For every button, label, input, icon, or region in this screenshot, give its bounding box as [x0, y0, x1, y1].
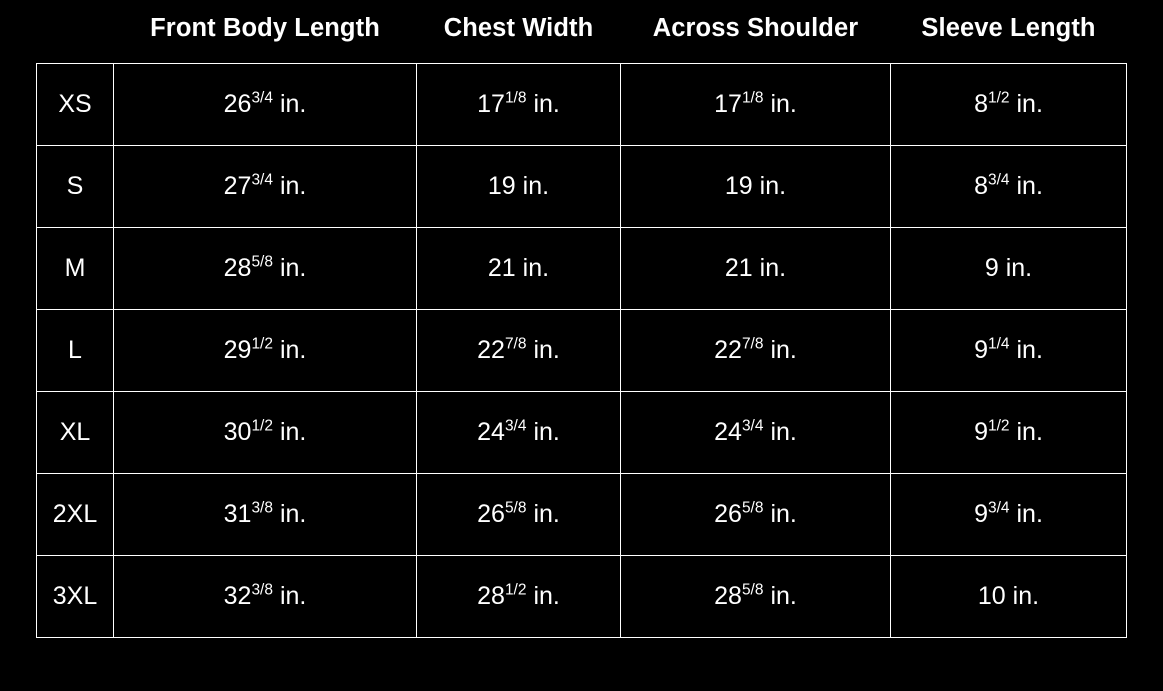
- measurement-unit: in.: [522, 172, 550, 200]
- measurement-unit: in.: [533, 336, 560, 364]
- table-row: [37, 392, 1127, 474]
- cell-across-shoulder: [621, 228, 891, 310]
- measurement-unit: in.: [1016, 172, 1043, 200]
- measurement-whole: 9: [974, 500, 988, 528]
- measurement-unit: in.: [279, 418, 307, 446]
- measurement-unit: in.: [279, 336, 307, 364]
- cell-size: XL: [37, 392, 114, 474]
- table-row: [37, 64, 1127, 146]
- measurement-value: [477, 336, 560, 365]
- cell-across-shoulder: [621, 556, 891, 638]
- measurement-whole: 19: [487, 172, 516, 200]
- measurement-fraction: 7/8: [504, 335, 527, 353]
- measurement-whole: 26: [223, 90, 252, 118]
- measurement-value: [224, 418, 307, 447]
- cell-sleeve-length: [891, 146, 1127, 228]
- measurement-unit: in.: [522, 254, 550, 282]
- measurement-whole: 9: [974, 336, 988, 364]
- measurement-unit: in.: [770, 418, 797, 446]
- cell-chest-width: [417, 310, 621, 392]
- table-row: [37, 474, 1127, 556]
- measurement-unit: in.: [279, 254, 307, 282]
- measurement-value: [974, 336, 1043, 365]
- measurement-fraction: 3/4: [251, 171, 273, 189]
- measurement-whole: 22: [477, 336, 505, 364]
- measurement-value: [488, 254, 549, 283]
- measurement-unit: in.: [279, 172, 307, 200]
- measurement-unit: in.: [770, 336, 797, 364]
- measurement-fraction: 1/8: [741, 89, 764, 107]
- measurement-unit: in.: [770, 582, 797, 610]
- measurement-whole: 21: [724, 254, 753, 282]
- cell-across-shoulder: [621, 392, 891, 474]
- measurement-whole: 9: [974, 418, 988, 446]
- column-header-size: [37, 14, 114, 64]
- measurement-value: [985, 254, 1032, 283]
- measurement-value: [224, 254, 307, 283]
- measurement-whole: 19: [724, 172, 753, 200]
- cell-chest-width: [417, 392, 621, 474]
- measurement-whole: 8: [974, 90, 988, 118]
- measurement-unit: in.: [1012, 582, 1040, 610]
- cell-sleeve-length: [891, 228, 1127, 310]
- table-row: [37, 228, 1127, 310]
- measurement-unit: in.: [279, 90, 307, 118]
- cell-across-shoulder: [621, 310, 891, 392]
- measurement-whole: 21: [487, 254, 516, 282]
- cell-chest-width: [417, 228, 621, 310]
- measurement-whole: 17: [477, 90, 505, 118]
- cell-front-body-length: [114, 146, 417, 228]
- cell-sleeve-length: [891, 474, 1127, 556]
- measurement-value: [477, 500, 560, 529]
- measurement-whole: 27: [223, 172, 252, 200]
- cell-chest-width: [417, 474, 621, 556]
- measurement-fraction: 5/8: [251, 253, 273, 271]
- measurement-value: [224, 582, 307, 611]
- column-header-front-body-length: Front Body Length: [114, 14, 417, 64]
- measurement-value: [714, 418, 797, 447]
- measurement-value: [224, 172, 307, 201]
- table-row: [37, 556, 1127, 638]
- measurement-unit: in.: [759, 254, 787, 282]
- measurement-whole: 17: [714, 90, 742, 118]
- measurement-value: [477, 582, 560, 611]
- measurement-whole: 24: [714, 418, 742, 446]
- cell-front-body-length: [114, 474, 417, 556]
- measurement-whole: 24: [477, 418, 505, 446]
- cell-across-shoulder: [621, 64, 891, 146]
- measurement-value: [974, 90, 1043, 119]
- measurement-value: [974, 418, 1043, 447]
- measurement-value: [974, 500, 1043, 529]
- measurement-value: [488, 172, 549, 201]
- column-header-across-shoulder: Across Shoulder: [621, 14, 891, 64]
- measurement-unit: in.: [533, 500, 560, 528]
- cell-chest-width: [417, 146, 621, 228]
- measurement-fraction: 3/4: [504, 417, 527, 435]
- measurement-whole: 10: [977, 582, 1006, 610]
- measurement-fraction: 5/8: [741, 581, 764, 599]
- cell-across-shoulder: [621, 146, 891, 228]
- measurement-whole: 31: [223, 500, 252, 528]
- measurement-fraction: 1/4: [987, 335, 1010, 353]
- header-row: [37, 14, 1127, 64]
- measurement-value: [224, 90, 307, 119]
- measurement-unit: in.: [279, 582, 307, 610]
- measurement-fraction: 3/4: [741, 417, 764, 435]
- measurement-value: [714, 336, 797, 365]
- cell-chest-width: [417, 556, 621, 638]
- cell-front-body-length: [114, 64, 417, 146]
- measurement-fraction: 1/2: [251, 417, 273, 435]
- measurement-whole: 8: [974, 172, 988, 200]
- size-chart: [0, 14, 1163, 691]
- cell-size: M: [37, 228, 114, 310]
- measurement-fraction: 1/2: [251, 335, 273, 353]
- cell-size: 3XL: [37, 556, 114, 638]
- measurement-whole: 28: [223, 254, 252, 282]
- measurement-value: [725, 172, 786, 201]
- cell-chest-width: [417, 64, 621, 146]
- cell-size: L: [37, 310, 114, 392]
- table-body: [37, 64, 1127, 638]
- measurement-whole: 9: [984, 254, 999, 282]
- measurement-whole: 32: [223, 582, 252, 610]
- table-row: [37, 146, 1127, 228]
- measurement-unit: in.: [759, 172, 787, 200]
- measurement-unit: in.: [1016, 90, 1043, 118]
- table-header: [37, 14, 1127, 64]
- measurement-value: [224, 500, 307, 529]
- measurement-value: [477, 418, 560, 447]
- measurement-unit: in.: [1016, 336, 1043, 364]
- table-row: [37, 310, 1127, 392]
- measurement-unit: in.: [770, 90, 797, 118]
- measurement-whole: 26: [477, 500, 505, 528]
- measurement-value: [725, 254, 786, 283]
- cell-front-body-length: [114, 310, 417, 392]
- measurement-whole: 30: [223, 418, 252, 446]
- cell-size: 2XL: [37, 474, 114, 556]
- cell-size: XS: [37, 64, 114, 146]
- measurement-fraction: 3/8: [251, 499, 273, 517]
- cell-across-shoulder: [621, 474, 891, 556]
- measurement-unit: in.: [1016, 500, 1043, 528]
- measurement-unit: in.: [1016, 418, 1043, 446]
- measurement-unit: in.: [770, 500, 797, 528]
- measurement-unit: in.: [533, 90, 560, 118]
- measurement-fraction: 5/8: [741, 499, 764, 517]
- measurement-whole: 29: [223, 336, 252, 364]
- measurement-whole: 26: [714, 500, 742, 528]
- measurement-fraction: 3/4: [987, 499, 1010, 517]
- measurement-unit: in.: [533, 418, 560, 446]
- measurement-whole: 28: [477, 582, 505, 610]
- cell-sleeve-length: [891, 310, 1127, 392]
- cell-sleeve-length: [891, 64, 1127, 146]
- measurement-value: [714, 90, 797, 119]
- cell-front-body-length: [114, 228, 417, 310]
- measurement-value: [477, 90, 560, 119]
- measurement-value: [224, 336, 307, 365]
- measurement-fraction: 1/2: [987, 417, 1010, 435]
- measurement-fraction: 5/8: [504, 499, 527, 517]
- measurement-value: [714, 582, 797, 611]
- measurement-fraction: 1/8: [504, 89, 527, 107]
- measurement-value: [714, 500, 797, 529]
- measurement-value: [974, 172, 1043, 201]
- measurement-whole: 28: [714, 582, 742, 610]
- measurement-fraction: 7/8: [741, 335, 764, 353]
- column-header-chest-width: Chest Width: [417, 14, 621, 64]
- measurement-whole: 22: [714, 336, 742, 364]
- measurement-fraction: 1/2: [504, 581, 527, 599]
- measurement-unit: in.: [1005, 254, 1033, 282]
- measurement-fraction: 1/2: [987, 89, 1010, 107]
- cell-front-body-length: [114, 392, 417, 474]
- measurement-unit: in.: [533, 582, 560, 610]
- cell-front-body-length: [114, 556, 417, 638]
- column-header-sleeve-length: Sleeve Length: [891, 14, 1127, 64]
- cell-sleeve-length: [891, 392, 1127, 474]
- measurement-fraction: 3/4: [251, 89, 273, 107]
- measurement-fraction: 3/4: [987, 171, 1010, 189]
- cell-size: S: [37, 146, 114, 228]
- measurement-fraction: 3/8: [251, 581, 273, 599]
- measurements-table: [36, 14, 1127, 638]
- measurement-value: [978, 582, 1039, 611]
- measurement-unit: in.: [279, 500, 307, 528]
- cell-sleeve-length: [891, 556, 1127, 638]
